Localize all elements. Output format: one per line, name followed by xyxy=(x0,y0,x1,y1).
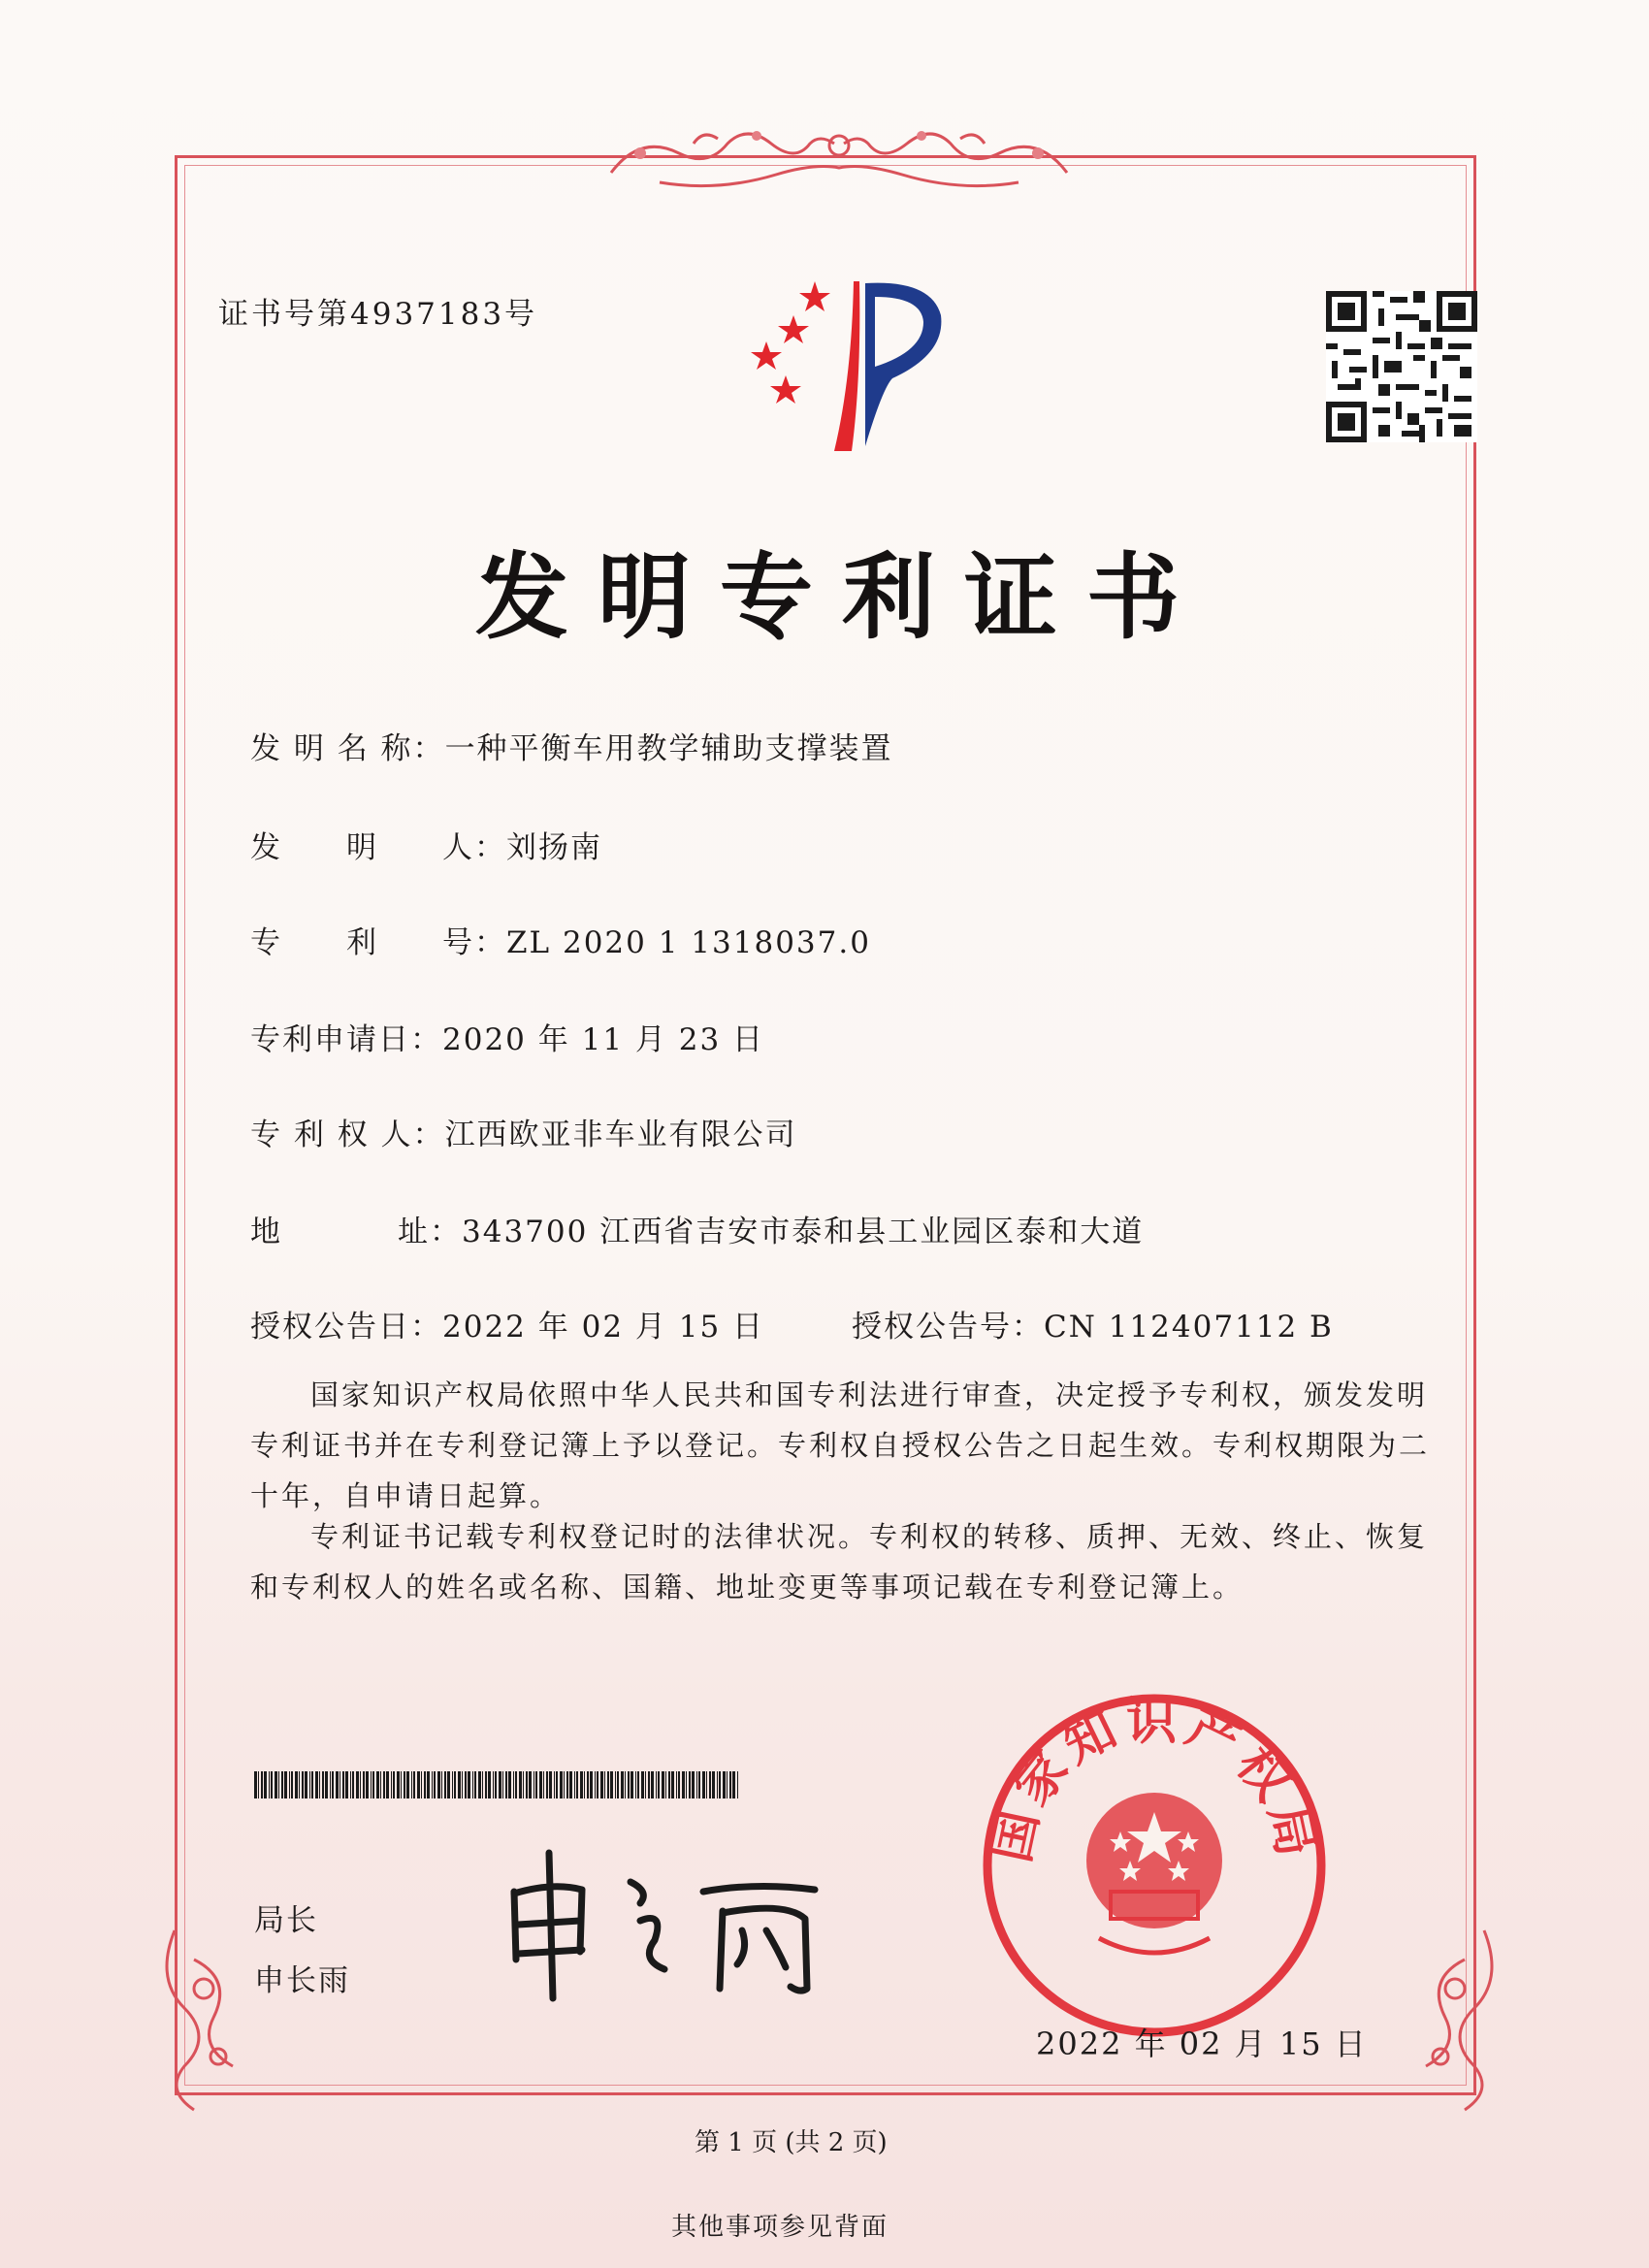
bottom-right-ornament xyxy=(1358,1921,1513,2115)
address-row xyxy=(250,1207,1144,1250)
body-paragraph-2 xyxy=(250,1511,1453,1612)
filing-date-row xyxy=(250,1015,764,1058)
patent-number-row xyxy=(250,918,871,961)
patent-number-label: 专 利 号： xyxy=(250,925,506,960)
filing-date-value: 2020 年 11 月 23 日 xyxy=(442,1022,765,1057)
seal-text: 国家知识产权局 xyxy=(982,1693,1327,1867)
body-paragraph-2-text: 专利证书记载专利权登记时的法律状况。专利权的转移、质押、无效、终止、恢复和专利权人的姓名或名称、国籍、地址变更等事项记载在专利登记簿上。 xyxy=(250,1520,1429,1604)
inventor-value: 刘扬南 xyxy=(506,830,602,865)
barcode-icon xyxy=(254,1771,745,1798)
body-paragraph-1 xyxy=(250,1370,1453,1521)
signatory-name: 申长雨 xyxy=(254,1963,350,1998)
see-back-note: 其他事项参见背面 xyxy=(671,2213,889,2242)
address-label-first: 地 xyxy=(250,1215,282,1249)
grant-number-row xyxy=(852,1302,1334,1345)
top-dragon-ornament xyxy=(601,114,1077,202)
patentee-value: 江西欧亚非车业有限公司 xyxy=(444,1118,797,1152)
invention-name-value: 一种平衡车用教学辅助支撑装置 xyxy=(444,731,893,766)
qr-code-icon xyxy=(1326,289,1477,444)
patent-number-value: ZL 2020 1 1318037.0 xyxy=(506,925,871,960)
page-info: 第 1 页 (共 2 页) xyxy=(695,2128,888,2157)
invention-name-label: 发 明 名 称： xyxy=(250,731,445,766)
inventor-label: 发 明 人： xyxy=(250,830,506,865)
official-seal-icon xyxy=(975,1686,1334,2045)
grant-date-row xyxy=(250,1302,764,1345)
address-value: 343700 江西省吉安市泰和县工业园区泰和大道 xyxy=(462,1215,1145,1249)
seal-date: 2022 年 02 月 15 日 xyxy=(1036,2025,1368,2062)
invention-name-row xyxy=(250,724,893,767)
patentee-label: 专 利 权 人： xyxy=(250,1118,445,1152)
signatory-title: 局长 xyxy=(254,1903,318,1938)
patentee-row xyxy=(250,1110,797,1153)
bottom-left-ornament xyxy=(146,1921,301,2115)
certificate-number: 证书号第4937183号 xyxy=(218,297,538,332)
grant-number-label: 授权公告号： xyxy=(852,1310,1044,1345)
body-paragraph-1-text: 国家知识产权局依照中华人民共和国专利法进行审查，决定授予专利权，颁发发明专利证书并在专利登记簿上予以登记。专利权自授权公告之日起生效。专利权期限为二十年，自申请日起算。 xyxy=(250,1378,1431,1512)
grant-number-value: CN 112407112 B xyxy=(1044,1310,1334,1345)
patent-logo-icon xyxy=(737,262,970,456)
grant-date-label: 授权公告日： xyxy=(250,1310,442,1345)
address-label-second: 址： xyxy=(398,1215,462,1249)
signature-icon xyxy=(495,1843,863,2008)
inventor-row xyxy=(250,823,602,866)
filing-date-label: 专利申请日： xyxy=(250,1022,442,1057)
grant-date-value: 2022 年 02 月 15 日 xyxy=(442,1310,765,1345)
certificate-title: 发明专利证书 xyxy=(475,542,1209,652)
